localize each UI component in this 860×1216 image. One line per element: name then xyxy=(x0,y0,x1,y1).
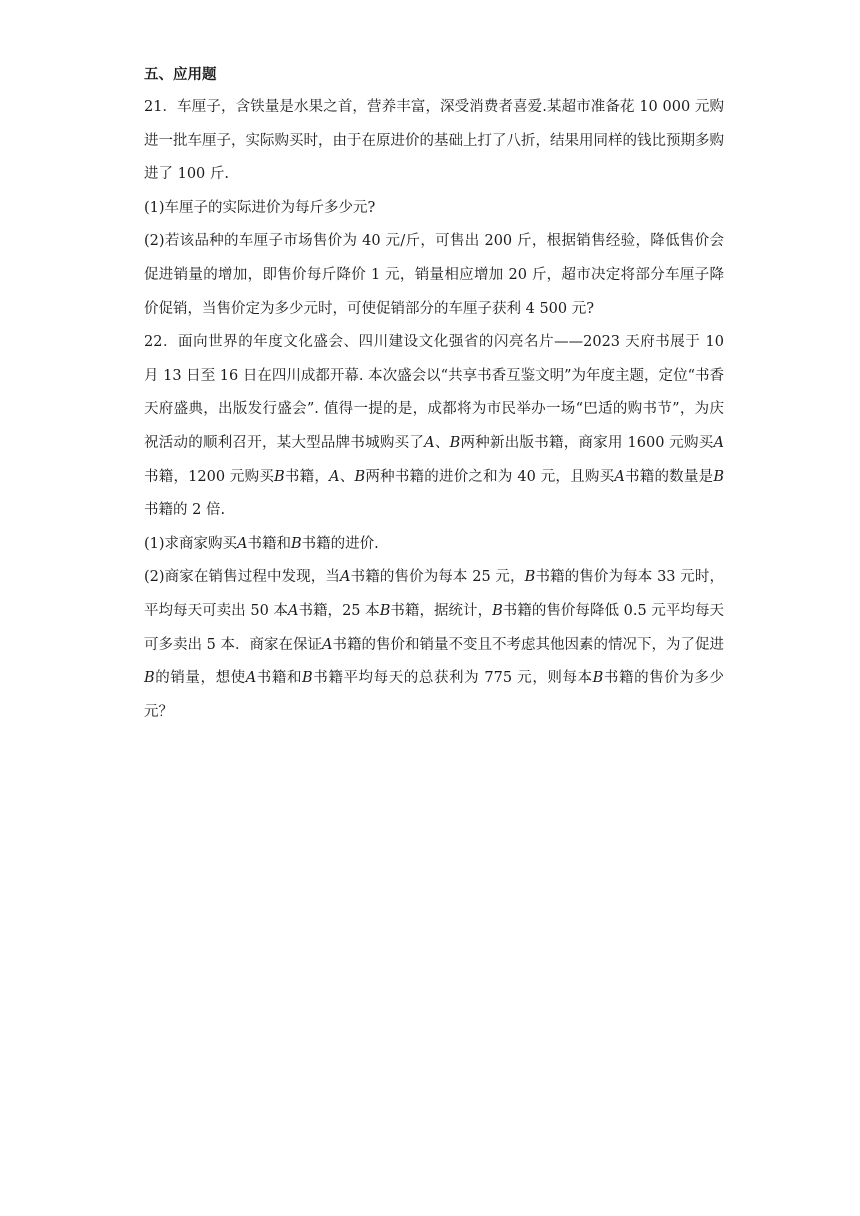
question-21-part-2: (2)若该品种的车厘子市场售价为 40 元/斤，可售出 200 斤，根据销售经验，降低售价会促进销量的增加，即售价每斤降价 1 元，销量相应增加 20 斤，超市决定将部分车厘子降价促销，当售价定为多少元时，可使促销部分的车厘子获利 4 500 元? xyxy=(144,233,724,317)
question-21-part-1: (1)车厘子的实际进价为每斤多少元? xyxy=(144,199,376,216)
question-22-part-1: (1)求商家购买𝐴书籍和𝐵书籍的进价. xyxy=(144,535,379,552)
document-content xyxy=(144,63,724,729)
question-22-stem: 22．面向世界的年度文化盛会、四川建设文化强省的闪亮名片——2023 天府书展于 10 月 13 日至 16 日在四川成都开幕. 本次盛会以“共享书香互鉴文明”为年度主题，定位“书香天府盛典，出版发行盛会”. 值得一提的是，成都将为市民举办一场“巴适的购书节”，为庆祝活动的顺利召开，某大型品牌书城购买了𝐴、𝐵两种新出版书籍，商家用 1600 元购买𝐴书籍，1200 元购买𝐵书籍，𝐴、𝐵两种书籍的进价之和为 40 元，且购买𝐴书籍的数量是𝐵书籍的 2 倍. xyxy=(144,334,724,519)
question-21-stem: 21．车厘子，含铁量是水果之首，营养丰富，深受消费者喜爱.某超市准备花 10 000 元购进一批车厘子，实际购买时，由于在原进价的基础上打了八折，结果用同样的钱比预期多购进了 100 斤. xyxy=(144,99,724,183)
section-title: 五、应用题 xyxy=(144,67,217,83)
question-22-part-2: (2)商家在销售过程中发现，当𝐴书籍的售价为每本 25 元，𝐵书籍的售价为每本 33 元时，平均每天可卖出 50 本𝐴书籍，25 本𝐵书籍，据统计，𝐵书籍的售价每降低 0.5 元平均每天可多卖出 5 本．商家在保证𝐴书籍的售价和销量不变且不考虑其他因素的情况下，为了促进𝐵的销量，想使𝐴书籍和𝐵书籍平均每天的总获利为 775 元，则每本𝐵书籍的售价为多少元？ xyxy=(144,569,724,720)
